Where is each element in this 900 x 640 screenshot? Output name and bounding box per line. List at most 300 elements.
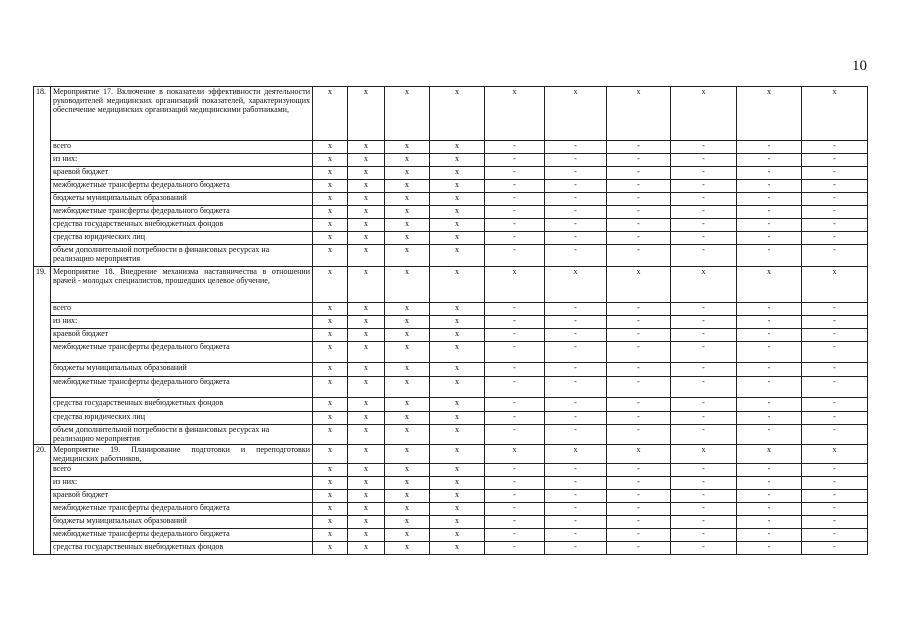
funding-source-label: межбюджетные трансферты федерального бюджета <box>51 342 313 363</box>
value-cell: - <box>485 542 545 555</box>
value-cell: - <box>671 154 737 167</box>
value-cell: - <box>737 425 802 445</box>
value-cell: x <box>348 141 385 154</box>
table-row <box>34 245 868 267</box>
value-cell: x <box>430 363 485 377</box>
value-cell: - <box>485 516 545 529</box>
value-cell: - <box>802 516 868 529</box>
value-cell: - <box>802 232 868 245</box>
value-cell: - <box>485 425 545 445</box>
value-cell: - <box>607 377 671 398</box>
value-cell: x <box>545 87 607 141</box>
value-cell: - <box>607 398 671 412</box>
value-cell: x <box>313 267 348 303</box>
value-cell: x <box>385 477 430 490</box>
value-cell: - <box>802 412 868 425</box>
value-cell: - <box>607 529 671 542</box>
value-cell: x <box>348 180 385 193</box>
value-cell: - <box>485 245 545 267</box>
activity-title: Мероприятие 18. Внедрение механизма наставничества в отношении врачей - молодых специалистов, прошедших целевое обучение, <box>51 267 313 303</box>
value-cell: x <box>313 490 348 503</box>
value-cell: - <box>607 219 671 232</box>
value-cell: - <box>737 154 802 167</box>
value-cell: - <box>802 398 868 412</box>
value-cell: x <box>430 232 485 245</box>
value-cell: - <box>671 363 737 377</box>
value-cell: x <box>430 445 485 464</box>
table-row <box>34 529 868 542</box>
value-cell: x <box>348 232 385 245</box>
budget-table <box>33 86 868 555</box>
value-cell: - <box>671 329 737 342</box>
value-cell: x <box>385 503 430 516</box>
value-cell: x <box>348 342 385 363</box>
value-cell: - <box>671 303 737 316</box>
value-cell: - <box>671 529 737 542</box>
table-row <box>34 363 868 377</box>
value-cell: - <box>485 329 545 342</box>
value-cell: x <box>385 87 430 141</box>
value-cell: x <box>485 267 545 303</box>
value-cell: x <box>430 87 485 141</box>
value-cell: - <box>485 464 545 477</box>
table-row <box>34 154 868 167</box>
value-cell: x <box>313 329 348 342</box>
activity-title: Мероприятие 19. Планирование подготовки и переподготовки медицинских работников, <box>51 445 313 464</box>
value-cell: - <box>607 542 671 555</box>
value-cell: - <box>802 363 868 377</box>
table-row <box>34 303 868 316</box>
value-cell: x <box>313 445 348 464</box>
value-cell: - <box>545 464 607 477</box>
value-cell: x <box>348 529 385 542</box>
funding-source-label: краевой бюджет <box>51 329 313 342</box>
value-cell: - <box>802 316 868 329</box>
value-cell: - <box>737 193 802 206</box>
value-cell: x <box>313 363 348 377</box>
value-cell: - <box>545 477 607 490</box>
value-cell: x <box>430 477 485 490</box>
value-cell: - <box>607 412 671 425</box>
value-cell: x <box>313 377 348 398</box>
value-cell: - <box>607 490 671 503</box>
value-cell: - <box>607 245 671 267</box>
value-cell: - <box>671 503 737 516</box>
value-cell: x <box>385 303 430 316</box>
value-cell: - <box>802 477 868 490</box>
value-cell: - <box>607 180 671 193</box>
funding-source-label: из них: <box>51 477 313 490</box>
value-cell: - <box>802 529 868 542</box>
value-cell: x <box>348 167 385 180</box>
funding-source-label: объем дополнительной потребности в финансовых ресурсах на реализацию мероприятия <box>51 425 313 445</box>
value-cell: x <box>385 398 430 412</box>
value-cell: x <box>385 516 430 529</box>
value-cell: x <box>430 490 485 503</box>
value-cell: - <box>802 180 868 193</box>
funding-source-label: бюджеты муниципальных образований <box>51 363 313 377</box>
value-cell: - <box>737 477 802 490</box>
funding-source-label: краевой бюджет <box>51 167 313 180</box>
value-cell: x <box>430 529 485 542</box>
value-cell: x <box>313 398 348 412</box>
value-cell: x <box>313 180 348 193</box>
table-row <box>34 219 868 232</box>
value-cell: - <box>802 464 868 477</box>
value-cell: x <box>348 425 385 445</box>
value-cell: x <box>430 329 485 342</box>
value-cell: - <box>671 477 737 490</box>
value-cell: - <box>737 167 802 180</box>
value-cell: - <box>802 193 868 206</box>
value-cell: x <box>802 267 868 303</box>
value-cell: - <box>671 245 737 267</box>
value-cell: - <box>607 206 671 219</box>
table-row <box>34 398 868 412</box>
value-cell: x <box>348 154 385 167</box>
value-cell: - <box>485 154 545 167</box>
funding-source-label: средства государственных внебюджетных фондов <box>51 542 313 555</box>
table-row <box>34 490 868 503</box>
value-cell: - <box>545 193 607 206</box>
value-cell: - <box>545 141 607 154</box>
value-cell: - <box>607 303 671 316</box>
value-cell: - <box>671 377 737 398</box>
value-cell: x <box>671 267 737 303</box>
funding-source-label: межбюджетные трансферты федерального бюджета <box>51 529 313 542</box>
value-cell: - <box>671 193 737 206</box>
value-cell: x <box>430 303 485 316</box>
value-cell: - <box>545 516 607 529</box>
value-cell: - <box>802 377 868 398</box>
value-cell: x <box>385 232 430 245</box>
value-cell: - <box>671 490 737 503</box>
value-cell: x <box>385 377 430 398</box>
value-cell: - <box>485 316 545 329</box>
value-cell: x <box>313 245 348 267</box>
value-cell: x <box>607 445 671 464</box>
value-cell: - <box>545 206 607 219</box>
activity-number: 20. <box>34 445 51 555</box>
value-cell: - <box>737 464 802 477</box>
value-cell: x <box>430 245 485 267</box>
value-cell: x <box>385 542 430 555</box>
value-cell: - <box>607 167 671 180</box>
value-cell: x <box>348 542 385 555</box>
value-cell: - <box>545 363 607 377</box>
value-cell: - <box>802 167 868 180</box>
value-cell: x <box>802 87 868 141</box>
value-cell: x <box>802 445 868 464</box>
table-row <box>34 503 868 516</box>
funding-source-label: межбюджетные трансферты федерального бюджета <box>51 377 313 398</box>
value-cell: x <box>313 464 348 477</box>
table-row <box>34 412 868 425</box>
value-cell: - <box>802 219 868 232</box>
value-cell: - <box>671 232 737 245</box>
value-cell: - <box>737 245 802 267</box>
value-cell: - <box>802 542 868 555</box>
value-cell: x <box>348 363 385 377</box>
value-cell: x <box>313 516 348 529</box>
value-cell: - <box>607 329 671 342</box>
value-cell: - <box>607 232 671 245</box>
value-cell: x <box>313 477 348 490</box>
value-cell: x <box>313 232 348 245</box>
table-row <box>34 232 868 245</box>
value-cell: - <box>607 477 671 490</box>
value-cell: x <box>430 180 485 193</box>
table-row <box>34 167 868 180</box>
value-cell: x <box>430 219 485 232</box>
activity-number: 18. <box>34 87 51 267</box>
value-cell: - <box>607 141 671 154</box>
value-cell: x <box>348 303 385 316</box>
value-cell: - <box>737 141 802 154</box>
value-cell: x <box>430 342 485 363</box>
value-cell: x <box>313 193 348 206</box>
activity-title-row <box>34 267 868 303</box>
value-cell: - <box>485 412 545 425</box>
value-cell: x <box>430 377 485 398</box>
value-cell: - <box>802 245 868 267</box>
value-cell: x <box>348 377 385 398</box>
value-cell: x <box>385 316 430 329</box>
value-cell: x <box>313 542 348 555</box>
value-cell: - <box>802 303 868 316</box>
funding-source-label: бюджеты муниципальных образований <box>51 516 313 529</box>
funding-source-label: краевой бюджет <box>51 490 313 503</box>
value-cell: x <box>430 412 485 425</box>
value-cell: x <box>385 363 430 377</box>
value-cell: x <box>313 412 348 425</box>
value-cell: - <box>485 232 545 245</box>
value-cell: x <box>348 477 385 490</box>
value-cell: - <box>671 542 737 555</box>
value-cell: - <box>545 316 607 329</box>
value-cell: - <box>737 303 802 316</box>
table-row <box>34 516 868 529</box>
value-cell: x <box>385 425 430 445</box>
value-cell: x <box>348 206 385 219</box>
funding-source-label: из них: <box>51 154 313 167</box>
value-cell: - <box>485 490 545 503</box>
value-cell: - <box>545 303 607 316</box>
value-cell: x <box>348 445 385 464</box>
value-cell: x <box>348 316 385 329</box>
table-row <box>34 377 868 398</box>
value-cell: - <box>737 342 802 363</box>
value-cell: x <box>313 87 348 141</box>
value-cell: x <box>313 141 348 154</box>
value-cell: x <box>348 219 385 232</box>
value-cell: x <box>385 180 430 193</box>
value-cell: - <box>485 477 545 490</box>
value-cell: x <box>385 206 430 219</box>
value-cell: - <box>607 503 671 516</box>
value-cell: x <box>430 516 485 529</box>
value-cell: x <box>348 516 385 529</box>
value-cell: x <box>430 141 485 154</box>
value-cell: - <box>737 316 802 329</box>
value-cell: - <box>607 154 671 167</box>
funding-source-label: средства государственных внебюджетных фондов <box>51 219 313 232</box>
funding-source-label: межбюджетные трансферты федерального бюджета <box>51 206 313 219</box>
table-row <box>34 464 868 477</box>
value-cell: - <box>485 167 545 180</box>
value-cell: - <box>737 490 802 503</box>
table-row <box>34 316 868 329</box>
value-cell: - <box>737 503 802 516</box>
value-cell: x <box>737 267 802 303</box>
funding-source-label: средства государственных внебюджетных фондов <box>51 398 313 412</box>
value-cell: x <box>385 219 430 232</box>
activity-title-row <box>34 445 868 464</box>
value-cell: - <box>485 363 545 377</box>
value-cell: x <box>430 167 485 180</box>
value-cell: - <box>545 412 607 425</box>
value-cell: x <box>385 193 430 206</box>
value-cell: x <box>313 425 348 445</box>
value-cell: - <box>737 398 802 412</box>
funding-source-label: бюджеты муниципальных образований <box>51 193 313 206</box>
value-cell: - <box>802 425 868 445</box>
funding-source-label: средства юридических лиц <box>51 412 313 425</box>
value-cell: - <box>671 206 737 219</box>
value-cell: x <box>348 245 385 267</box>
table-row <box>34 542 868 555</box>
value-cell: x <box>385 464 430 477</box>
value-cell: - <box>802 342 868 363</box>
value-cell: x <box>485 87 545 141</box>
value-cell: x <box>737 445 802 464</box>
value-cell: x <box>545 267 607 303</box>
value-cell: x <box>385 141 430 154</box>
value-cell: - <box>671 412 737 425</box>
value-cell: - <box>545 167 607 180</box>
value-cell: x <box>385 167 430 180</box>
funding-source-label: объем дополнительной потребности в финансовых ресурсах на реализацию мероприятия <box>51 245 313 267</box>
value-cell: - <box>485 141 545 154</box>
value-cell: x <box>607 267 671 303</box>
value-cell: - <box>545 245 607 267</box>
value-cell: - <box>485 219 545 232</box>
value-cell: x <box>671 87 737 141</box>
table-row <box>34 342 868 363</box>
value-cell: x <box>430 398 485 412</box>
value-cell: x <box>385 267 430 303</box>
value-cell: x <box>385 329 430 342</box>
table-row <box>34 141 868 154</box>
funding-source-label: из них: <box>51 316 313 329</box>
value-cell: - <box>607 425 671 445</box>
value-cell: - <box>545 329 607 342</box>
value-cell: x <box>313 167 348 180</box>
value-cell: x <box>430 267 485 303</box>
value-cell: - <box>671 167 737 180</box>
value-cell: x <box>430 206 485 219</box>
value-cell: - <box>485 206 545 219</box>
value-cell: x <box>430 316 485 329</box>
value-cell: x <box>313 342 348 363</box>
value-cell: - <box>737 363 802 377</box>
value-cell: x <box>385 490 430 503</box>
value-cell: - <box>545 529 607 542</box>
value-cell: - <box>737 180 802 193</box>
value-cell: x <box>385 342 430 363</box>
table-row <box>34 180 868 193</box>
value-cell: - <box>737 206 802 219</box>
funding-source-label: межбюджетные трансферты федерального бюджета <box>51 503 313 516</box>
value-cell: - <box>485 180 545 193</box>
value-cell: - <box>607 363 671 377</box>
value-cell: - <box>607 516 671 529</box>
funding-source-label: средства юридических лиц <box>51 232 313 245</box>
value-cell: - <box>802 154 868 167</box>
value-cell: - <box>545 398 607 412</box>
value-cell: x <box>385 445 430 464</box>
value-cell: - <box>545 342 607 363</box>
value-cell: - <box>545 542 607 555</box>
value-cell: x <box>348 87 385 141</box>
funding-source-label: всего <box>51 303 313 316</box>
value-cell: - <box>671 316 737 329</box>
activity-title: Мероприятие 17. Включение в показатели эффективности деятельности руководителей медицинских организаций показателей, характеризующих обеспечение медицинских организаций медицинскими работниками, <box>51 87 313 141</box>
table-row <box>34 425 868 445</box>
value-cell: - <box>607 464 671 477</box>
value-cell: x <box>348 503 385 516</box>
value-cell: - <box>485 398 545 412</box>
value-cell: - <box>802 503 868 516</box>
value-cell: x <box>385 412 430 425</box>
value-cell: - <box>737 377 802 398</box>
value-cell: - <box>607 316 671 329</box>
value-cell: - <box>671 180 737 193</box>
value-cell: x <box>313 154 348 167</box>
value-cell: - <box>737 329 802 342</box>
value-cell: x <box>313 303 348 316</box>
activity-title-row <box>34 87 868 141</box>
value-cell: - <box>485 503 545 516</box>
table-row <box>34 477 868 490</box>
value-cell: - <box>485 529 545 542</box>
value-cell: - <box>671 219 737 232</box>
value-cell: x <box>385 529 430 542</box>
value-cell: - <box>737 529 802 542</box>
table-row <box>34 329 868 342</box>
value-cell: - <box>607 342 671 363</box>
value-cell: x <box>313 206 348 219</box>
value-cell: - <box>802 141 868 154</box>
funding-source-label: межбюджетные трансферты федерального бюджета <box>51 180 313 193</box>
value-cell: - <box>802 329 868 342</box>
value-cell: - <box>671 425 737 445</box>
value-cell: x <box>430 503 485 516</box>
value-cell: x <box>430 193 485 206</box>
value-cell: - <box>737 219 802 232</box>
value-cell: - <box>485 303 545 316</box>
value-cell: x <box>485 445 545 464</box>
value-cell: x <box>313 219 348 232</box>
value-cell: - <box>671 141 737 154</box>
value-cell: - <box>545 219 607 232</box>
funding-source-label: всего <box>51 464 313 477</box>
value-cell: - <box>607 193 671 206</box>
value-cell: - <box>671 516 737 529</box>
value-cell: x <box>348 490 385 503</box>
value-cell: x <box>430 542 485 555</box>
funding-source-label: всего <box>51 141 313 154</box>
